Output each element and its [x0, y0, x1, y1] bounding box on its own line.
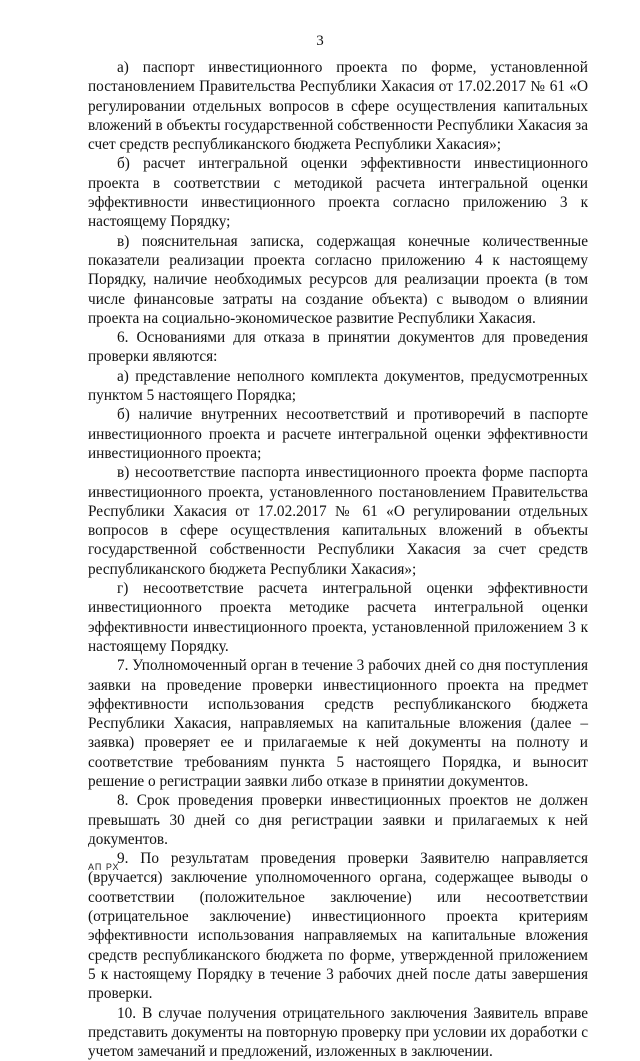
paragraph-6b: б) наличие внутренних несоответствий и противоречий в паспорте инвестиционного проекта и расчете интегральной оценки эффективности инвестиционного проекта;: [88, 406, 588, 462]
paragraph-10: 10. В случае получения отрицательного заключения Заявитель вправе представить документы на повторную проверку при условии их доработки с учетом замечаний и предложений, изложенных в заключении.: [88, 1004, 588, 1061]
paragraph-6g: г) несоответствие расчета интегральной оценки эффективности инвестиционного проекта методике расчета интегральной оценки эффективности инвестиционного проекта, установленной приложением 3 к настоящему Порядку.: [88, 580, 588, 655]
page-number: 3: [316, 33, 324, 49]
paragraph-8: 8. Срок проведения проверки инвестиционных проектов не должен превышать 30 дней со дня регистрации заявки и прилагаемых к ней документов.: [88, 792, 588, 848]
document-body: [88, 58, 588, 1061]
paragraph-5a: а) паспорт инвестиционного проекта по форме, установленной постановлением Правительства Республики Хакасия от 17.02.2017 № 61 «О регулировании отдельных вопросов в сфере осуществления капитальных вложений в объекты государственной собственности Республики Хакасия за счет средств республиканского бюджета Республики Хакасия»;: [88, 59, 588, 154]
paragraph-7: 7. Уполномоченный орган в течение 3 рабочих дней со дня поступления заявки на проведение проверки инвестиционного проекта на предмет эффективности использования средств республиканского бюджета Республики Хакасия, направляемых на капитальные вложения (далее – заявка) проверяет ее и прилагаемые к ней документы на полноту и соответствие требованиям пункта 5 настоящего Порядка, и выносит решение о регистрации заявки либо отказе в принятии документов.: [88, 657, 588, 790]
paragraph-5v: в) пояснительная записка, содержащая конечные количественные показатели реализации проекта согласно приложению 4 к настоящему Порядку, наличие необходимых ресурсов для реализации проекта (в том числе финансовые затраты на создание объекта) с выводом о влиянии проекта на социально-экономическое развитие Республики Хакасия.: [88, 232, 588, 327]
footer-mark: АП РХ: [88, 862, 120, 872]
paragraph-5b: б) расчет интегральной оценки эффективности инвестиционного проекта в соответствии с методикой расчета интегральной оценки эффективности инвестиционного проекта согласно приложению 3 к настоящему Порядку;: [88, 155, 588, 231]
paragraph-6v: в) несоответствие паспорта инвестиционного проекта форме паспорта инвестиционного проекта, установленного постановлением Правительства Республики Хакасия от 17.02.2017 № 61 «О регулировании отдельных вопросов в сфере осуществления капитальных вложений в объекты государственной собственности Республики Хакасия за счет средств республиканского бюджета Республики Хакасия»;: [88, 464, 588, 578]
paragraph-6a: а) представление неполного комплекта документов, предусмотренных пунктом 5 настоящего Порядка;: [88, 367, 588, 405]
paragraph-6: 6. Основаниями для отказа в принятии документов для проведения проверки являются:: [88, 329, 588, 366]
paragraph-9: 9. По результатам проведения проверки Заявителю направляется (вручается) заключение уполномоченного органа, содержащее выводы о соответствии (положительное заключение) или несоответствии (отрицательное заключение) инвестиционного проекта критериям эффективности использования направляемых на капитальные вложения средств республиканского бюджета по форме, утвержденной приложением 5 к настоящему Порядку в течение 3 рабочих дней после даты завершения проверки.: [88, 850, 588, 1003]
